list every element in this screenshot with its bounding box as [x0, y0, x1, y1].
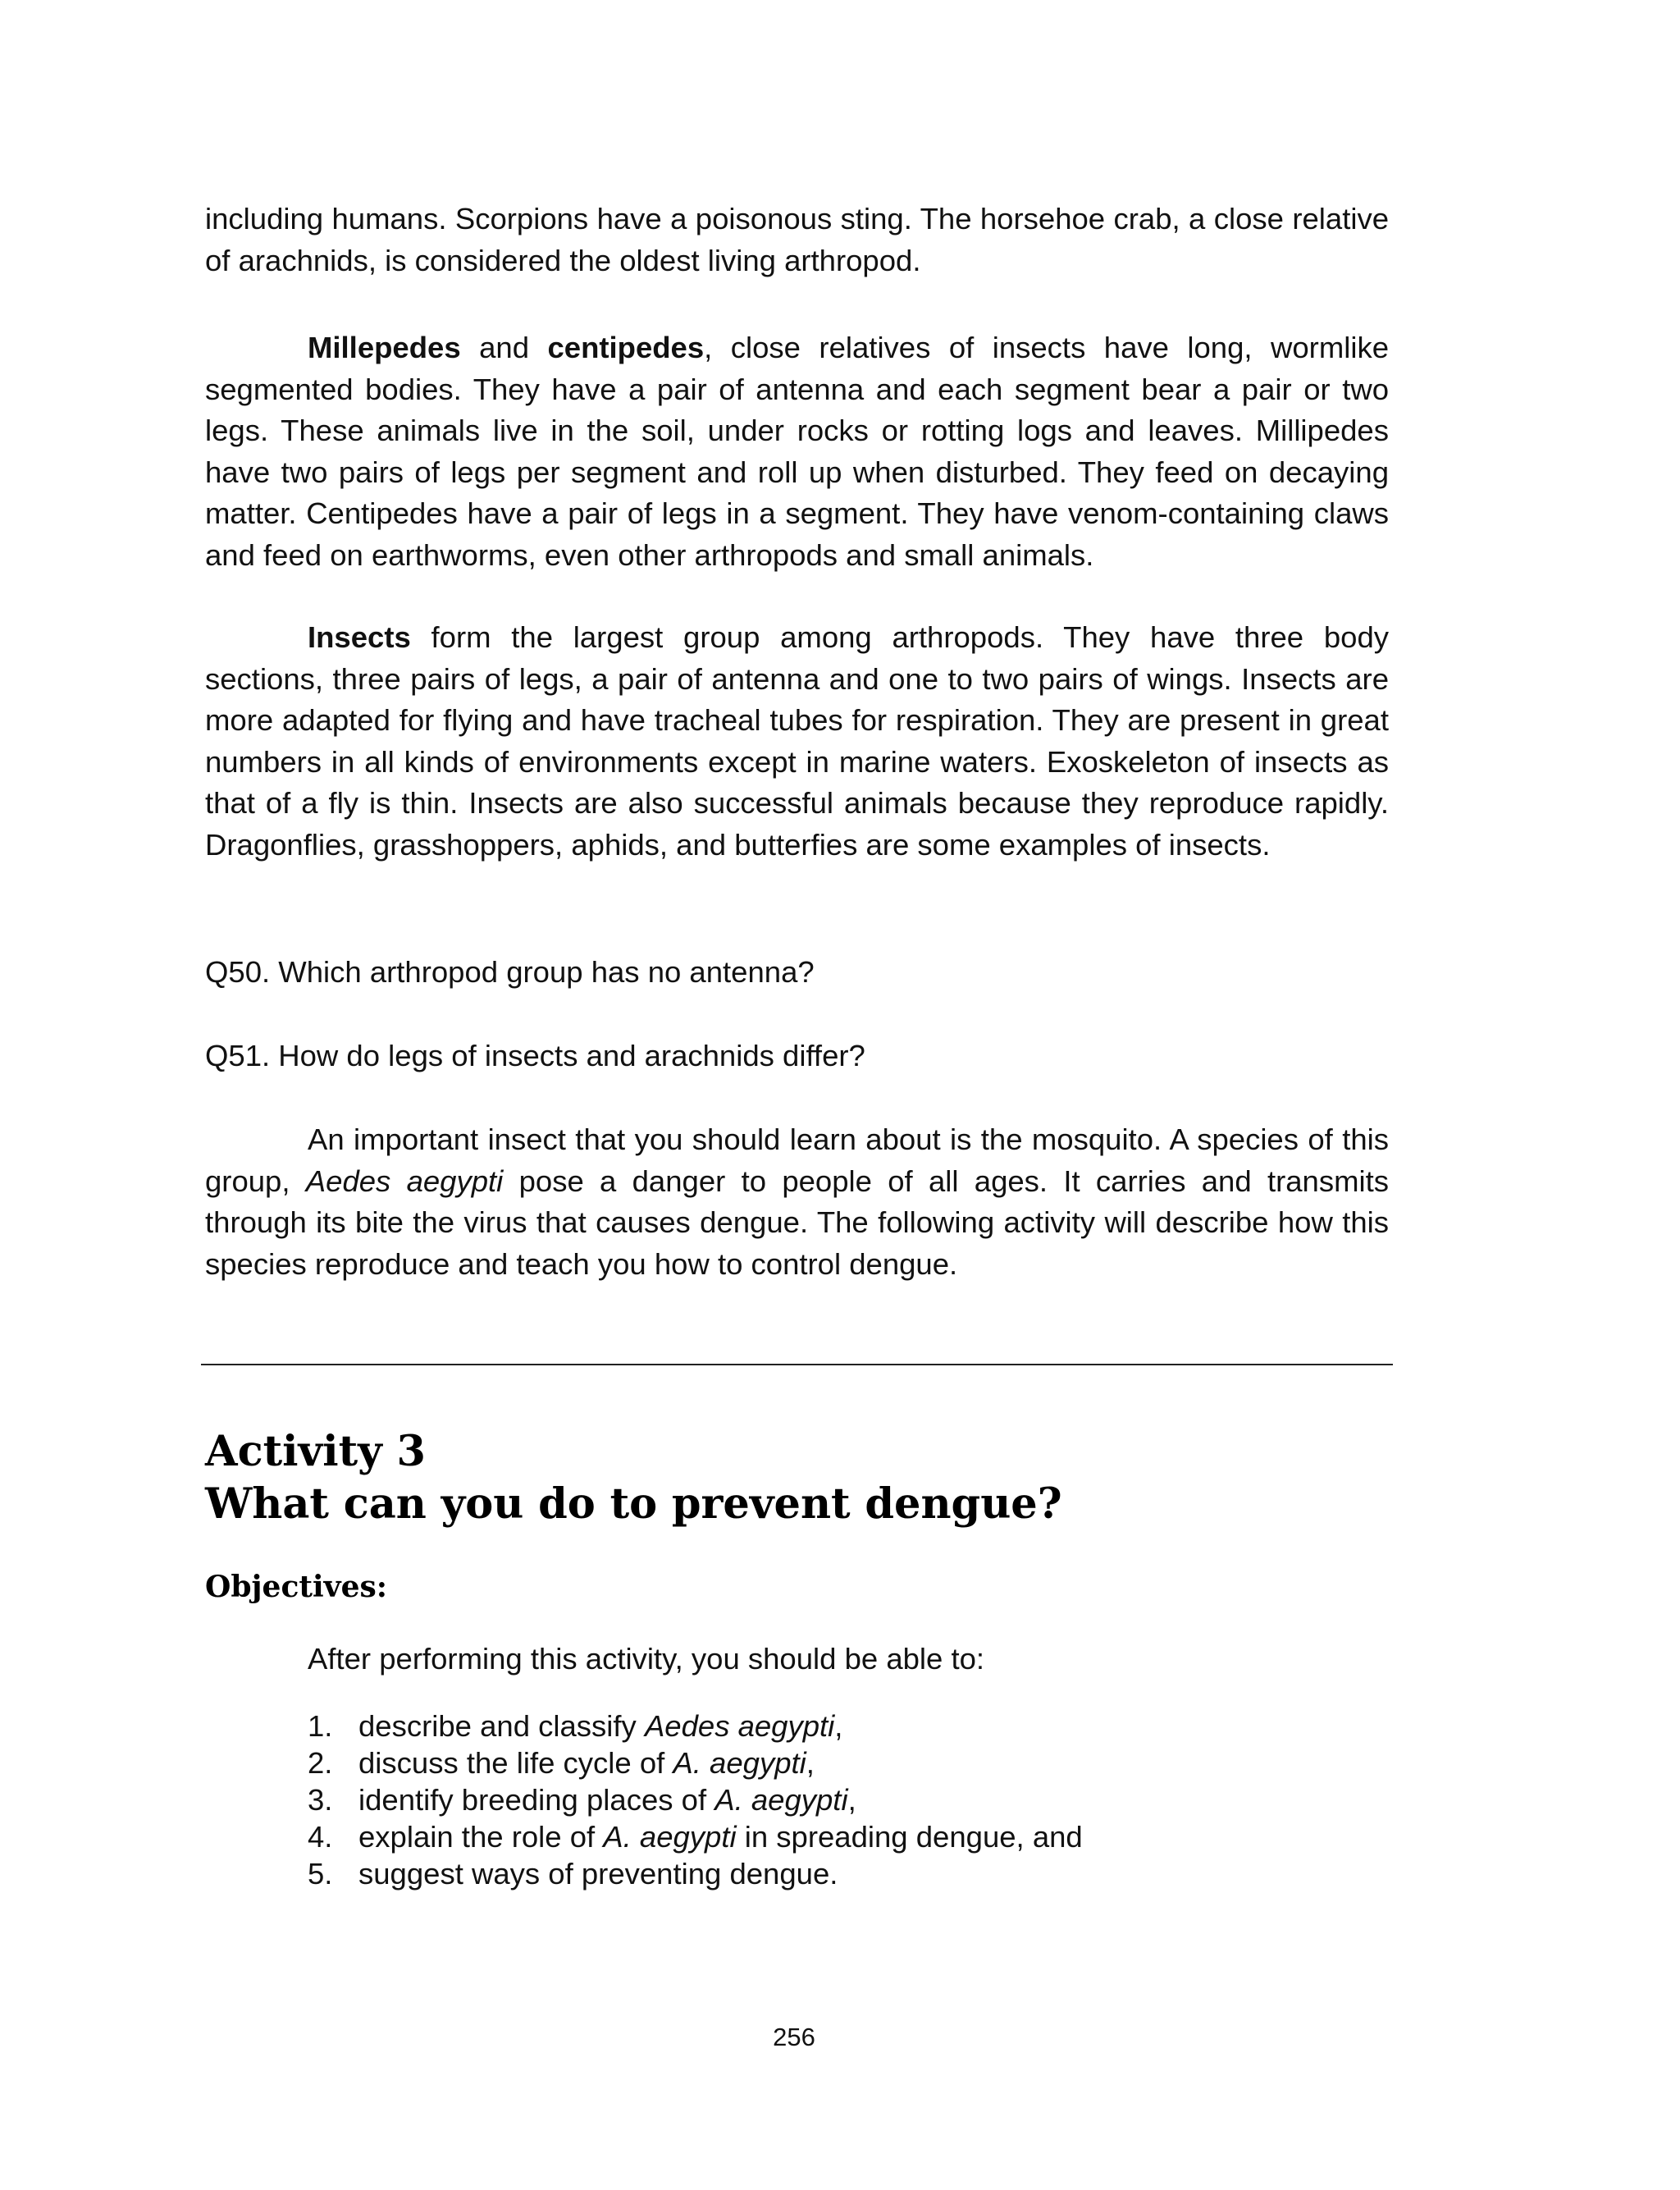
insects-paragraph: [205, 617, 1389, 866]
objectives-intro: After performing this activity, you should be able to:: [308, 1642, 985, 1676]
list-item-species: A. aegypti: [714, 1783, 848, 1817]
list-item-suffix: in spreading dengue, and: [736, 1820, 1083, 1854]
millipedes-term: Millepedes: [308, 331, 461, 364]
list-item-number: 4.: [308, 1820, 333, 1854]
list-item-text: explain the role of: [358, 1820, 604, 1854]
insects-term: Insects: [308, 620, 411, 654]
objectives-heading: Objectives:: [205, 1570, 388, 1604]
species-name: Aedes aegypti: [305, 1164, 504, 1198]
list-item-suffix: ,: [806, 1746, 815, 1780]
list-item: [308, 1781, 1083, 1818]
list-item-number: 1.: [308, 1709, 333, 1743]
list-item-text: identify breeding places of: [358, 1783, 715, 1817]
list-item-text: suggest ways of preventing dengue.: [358, 1857, 838, 1891]
millipedes-text: , close relatives of insects have long, wormlike segmented bodies. They have a pair of antenna and each segment bear a pair or two legs. These animals live in the soil, under rocks or rotting logs and leaves. Millipedes have two pairs of legs per segment and roll up when disturbed. They feed on decaying matter. Centipedes have a pair of legs in a segment. They have venom-containing claws and feed on earthworms, even other arthropods and small animals.: [205, 331, 1389, 572]
objectives-list: [308, 1708, 1083, 1892]
list-item: [308, 1744, 1083, 1781]
mosquito-paragraph: [205, 1119, 1389, 1285]
question-q51: Q51. How do legs of insects and arachnids differ?: [205, 1039, 865, 1072]
mosquito-text-after: pose a danger to people of all ages. It carries and transmits through its bite the virus that causes dengue. The following activity will describe how this species reproduce and teach you how to control dengue.: [205, 1164, 1389, 1281]
millipedes-paragraph: [205, 327, 1389, 577]
list-item: [308, 1818, 1083, 1855]
list-item-number: 2.: [308, 1746, 333, 1780]
list-item: [308, 1708, 1083, 1744]
question-q50: Q50. Which arthropod group has no antenna?: [205, 955, 815, 989]
centipedes-term: centipedes: [547, 331, 705, 364]
list-item-species: A. aegypti: [603, 1820, 737, 1854]
list-item-suffix: ,: [847, 1783, 856, 1817]
list-item-suffix: ,: [834, 1709, 843, 1743]
list-item: [308, 1855, 1083, 1892]
intro-paragraph: including humans. Scorpions have a poisonous sting. The horsehoe crab, a close relative of arachnids, is considered the oldest living arthropod.: [205, 202, 1389, 277]
list-item-text: describe and classify: [358, 1709, 645, 1743]
insects-text: form the largest group among arthropods. They have three body sections, three pairs of legs, a pair of antenna and one to two pairs of wings. Insects are more adapted for flying and have tracheal tubes for respiration. They are present in great numbers in all kinds of environments except in marine waters. Exoskeleton of insects as that of a fly is thin. Insects are also successful animals because they reproduce rapidly. Dragonflies, grasshoppers, aphids, and butterfies are some examples of insects.: [205, 620, 1389, 862]
list-item-text: discuss the life cycle of: [358, 1746, 673, 1780]
activity-title: Activity 3: [205, 1427, 426, 1476]
list-item-number: 5.: [308, 1857, 333, 1891]
list-item-number: 3.: [308, 1783, 333, 1817]
page-number: 256: [773, 2023, 815, 2051]
millipedes-joiner: and: [460, 331, 548, 364]
list-item-species: A. aegypti: [673, 1746, 806, 1780]
mosquito-text-before: An important insect that you should learn about is the mosquito. A species of this group,: [205, 1122, 1389, 1198]
activity-subtitle: What can you do to prevent dengue?: [205, 1479, 1062, 1529]
section-divider: [201, 1364, 1393, 1365]
list-item-species: Aedes aegypti: [644, 1709, 835, 1743]
